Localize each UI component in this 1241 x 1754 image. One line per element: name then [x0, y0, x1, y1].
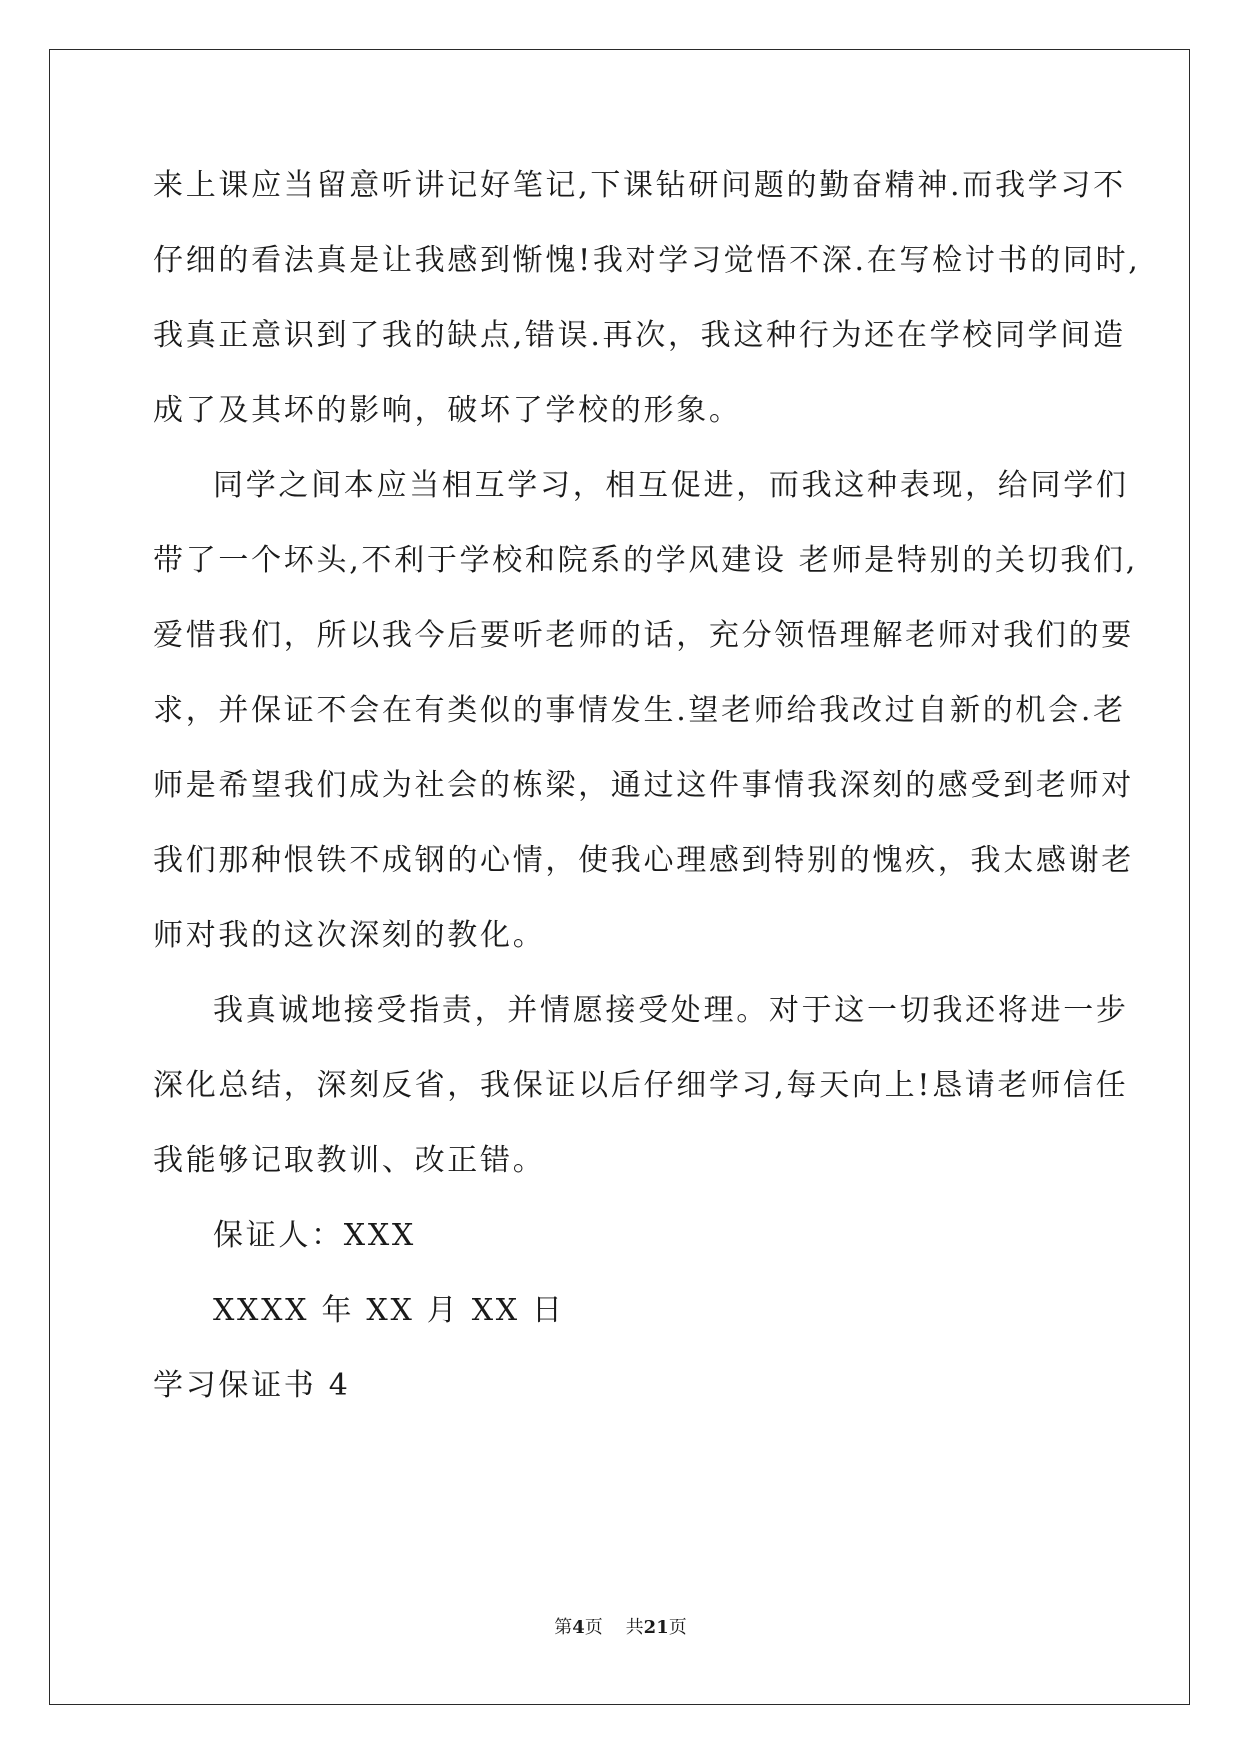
paragraph-line: 深化总结，深刻反省，我保证以后仔细学习,每天向上!恳请老师信任 [153, 1068, 1129, 1103]
footer-page-suffix: 页 [584, 1617, 603, 1638]
footer-total-pages: 21 [643, 1617, 669, 1638]
paragraph-line: 我真正意识到了我的缺点,错误.再次，我这种行为还在学校同学间造 [153, 318, 1126, 353]
footer-page-prefix: 第 [554, 1617, 573, 1638]
paragraph-line: 成了及其坏的影响，破坏了学校的形象。 [153, 393, 742, 428]
footer-total-prefix: 共 [625, 1617, 644, 1638]
paragraph-line: 爱惜我们，所以我今后要听老师的话，充分领悟理解老师对我们的要 [153, 618, 1134, 653]
paragraph-line: 师是希望我们成为社会的栋梁，通过这件事情我深刻的感受到老师对 [153, 768, 1134, 803]
footer-total-suffix: 页 [668, 1617, 687, 1638]
paragraph-line: 我能够记取教训、改正错。 [153, 1143, 546, 1178]
paragraph-line: 我真诚地接受指责，并情愿接受处理。对于这一切我还将进一步 [213, 993, 1129, 1028]
section-heading: 学习保证书 4 [153, 1368, 351, 1403]
paragraph-line: 同学之间本应当相互学习，相互促进，而我这种表现，给同学们 [213, 468, 1129, 503]
page-footer [0, 1613, 1241, 1639]
date-line: XXXX 年 XX 月 XX 日 [213, 1293, 565, 1328]
signature-line: 保证人：XXX [213, 1218, 416, 1253]
paragraph-line: 仔细的看法真是让我感到惭愧!我对学习觉悟不深.在写检讨书的同时, [153, 243, 1141, 278]
paragraph-line: 师对我的这次深刻的教化。 [153, 918, 546, 953]
paragraph-line: 我们那种恨铁不成钢的心情，使我心理感到特别的愧疚，我太感谢老 [153, 843, 1134, 878]
footer-page-number: 4 [572, 1617, 585, 1638]
paragraph-line: 来上课应当留意听讲记好笔记,下课钻研问题的勤奋精神.而我学习不 [153, 168, 1126, 203]
paragraph-line: 求，并保证不会在有类似的事情发生.望老师给我改过自新的机会.老 [153, 693, 1126, 728]
paragraph-line: 带了一个坏头,不利于学校和院系的学风建设 老师是特别的关切我们, [153, 543, 1139, 578]
